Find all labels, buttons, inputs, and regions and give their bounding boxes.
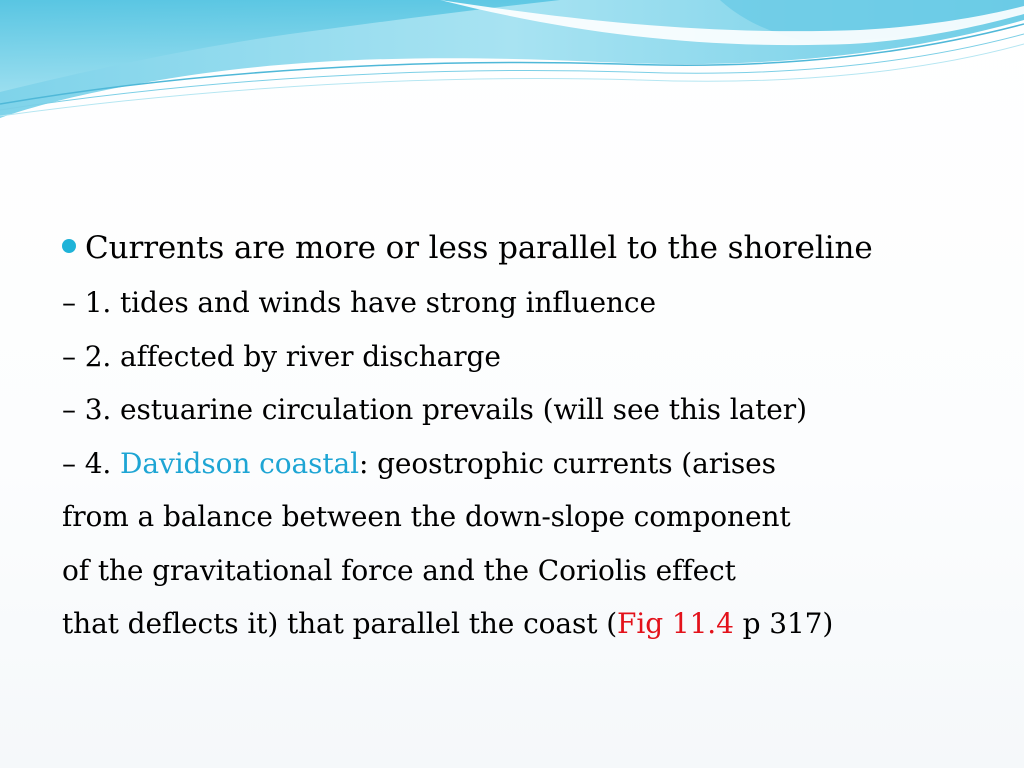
list-item-4: [62, 437, 992, 491]
item4-line4-suffix: p 317): [733, 607, 834, 640]
wave-header-decoration: [0, 0, 1024, 130]
list-item-4-line-2: from a balance between the down-slope component: [62, 500, 791, 533]
list-item-4-line-3: of the gravitational force and the Coriolis effect: [62, 553, 736, 587]
figure-reference: Fig 11.4: [617, 607, 734, 640]
heading-text: Currents are more or less parallel to the shoreline: [85, 230, 873, 266]
list-item-4-line-4: [62, 597, 992, 651]
list-item-3: – 3. estuarine circulation prevails (will see this later): [62, 393, 807, 426]
davidson-coastal-term: Davidson coastal: [120, 446, 359, 480]
item4-line4-prefix: that deflects it) that parallel the coast (: [62, 607, 618, 640]
bullet-dot-icon: [62, 239, 76, 253]
list-item-1: – 1. tides and winds have strong influence: [62, 286, 656, 319]
slide-body: [62, 224, 992, 651]
item4-prefix: – 4.: [62, 446, 121, 480]
list-item-2: – 2. affected by river discharge: [62, 339, 501, 373]
bullet-heading: [62, 224, 992, 272]
item4-rest: : geostrophic currents (arises: [358, 446, 776, 480]
